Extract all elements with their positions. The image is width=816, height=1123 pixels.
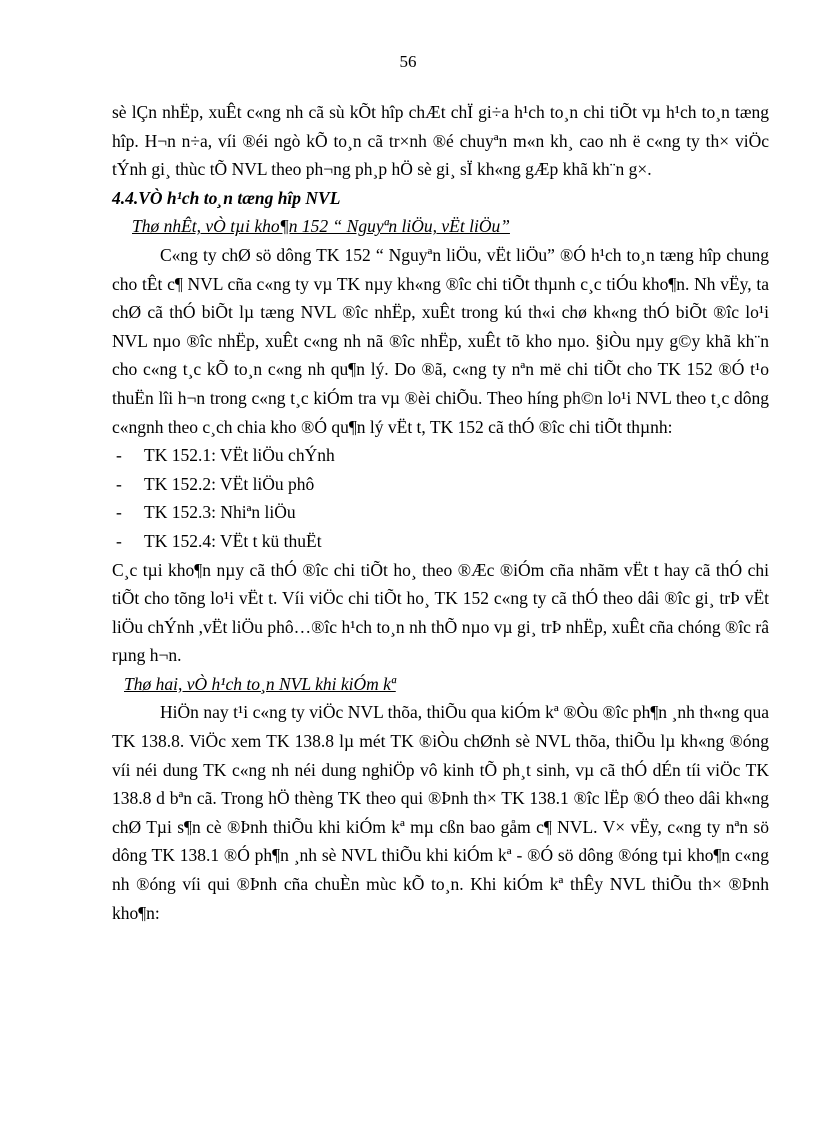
list-item-text: TK 152.3: Nhiªn liÖu <box>144 502 296 523</box>
list-item-text: TK 152.1: VËt liÖu chÝnh <box>144 445 335 466</box>
paragraph-sub-accounts: C¸c tµi kho¶n nµy cã thÓ ®îc chi tiÕt ho¸ theo ®Æc ®iÓm cña nhãm vËt t hay cã thÓ chi tiÕt cho tõng lo¹i vËt t. Víi viÖc chi tiÕt ho¸ TK 152 c«ng ty cã thÓ theo dâi ®îc gi¸ trÞ vËt liÖu chÝnh ,vËt liÖu phô…®îc h¹ch to¸n nh thÕ nµo vµ gi¸ trÞ nhËp, xuÊt cña chóng ®îc râ rµng h¬n. <box>112 559 769 666</box>
paragraph-intro: sè lÇn nhËp, xuÊt c«ng nh cã sù kÕt hîp chÆt chÏ gi÷a h¹ch to¸n chi tiÕt vµ h¹ch to¸n tæng hîp. H¬n n÷a, víi ®éi ngò kÕ to¸n cã tr×nh ®é chuyªn m«n kh¸ cao nh ë c«ng ty th× viÖc tÝnh gi¸ thùc tÕ NVL theo ph¬ng ph¸p hÖ sè gi¸ sÏ kh«ng gÆp khã kh¨n g×. <box>112 102 769 180</box>
list-item-text: TK 152.4: VËt t kü thuËt <box>144 530 322 551</box>
list-item-text: TK 152.2: VËt liÖu phô <box>144 473 315 494</box>
dash-bullet: - <box>116 473 122 494</box>
paragraph-account-152: C«ng ty chØ sö dông TK 152 “ Nguyªn liÖu, vËt liÖu” ®Ó h¹ch to¸n tæng hîp chung cho tÊt c¶ NVL cña c«ng ty vµ TK nµy kh«ng ®îc chi tiÕt thµnh c¸c tiÓu kho¶n. Nh vËy, ta chØ cã thÓ biÕt lµ tæng NVL ®îc nhËp, xuÊt trong kú th«i chø kh«ng thÓ biÕt ®îc lo¹i NVL nµo ®îc nhËp, xuÊt c«ng nh nã ®îc nhËp, xuÊt tõ kho nµo. §iÒu nµy g©y khã kh¨n cho c«ng t¸c kÕ to¸n c«ng nh qu¶n lý. Do ®ã, c«ng ty nªn më chi tiÕt cho TK 152 ®Ó t¹o thuËn lîi h¬n trong c«ng t¸c kiÓm tra vµ ®èi chiÕu. Theo híng ph©n lo¹i NVL theo t¸c dông c«ngnh theo c¸ch chia kho ®Ó qu¶n lý vËt t, TK 152 cã thÓ ®îc chi tiÕt thµnh: <box>112 244 769 437</box>
page-number: 56 <box>399 52 417 71</box>
sub-heading-account-152: Thø nhÊt, vÒ tµi kho¶n 152 “ Nguyªn liÖu, vËt liÖu” <box>132 216 510 237</box>
dash-bullet: - <box>116 530 122 551</box>
document-body <box>112 98 769 927</box>
paragraph-inventory: HiÖn nay t¹i c«ng ty viÖc NVL thõa, thiÕu qua kiÓm kª ®Òu ®îc ph¶n ¸nh th«ng qua TK 138.8. ViÖc xem TK 138.8 lµ mét TK ®iÒu chØnh sè NVL thõa, thiÕu lµ kh«ng ®óng víi néi dung TK c«ng nh néi dung nghiÖp vô kinh tÕ ph¸t sinh, vµ cã thÓ dÉn tíi viÖc TK 138.8 d bªn cã. Trong hÖ thèng TK theo qui ®Þnh th× TK 138.1 ®îc lËp ®Ó theo dâi kh«ng chØ Tµi s¶n cè ®Þnh thiÕu khi kiÓm kª mµ cßn bao gåm c¶ NVL. V× vËy, c«ng ty nªn sö dông TK 138.1 ®Ó ph¶n ¸nh sè NVL thiÕu khi kiÓm kª - ®Ó sö dông ®óng tµi kho¶n c«ng nh ®óng víi qui ®Þnh cña chuÈn mùc kÕ to¸n. Khi kiÓm kª thÊy NVL thiÕu th× ®Þnh kho¶n: <box>112 702 769 923</box>
list-item <box>112 441 769 470</box>
list-item <box>112 498 769 527</box>
sub-heading-inventory: Thø hai, vÒ h¹ch to¸n NVL khi kiÓm kª <box>124 673 396 694</box>
dash-bullet: - <box>116 445 122 466</box>
dash-bullet: - <box>116 502 122 523</box>
list-item <box>112 470 769 499</box>
account-list <box>112 441 769 555</box>
list-item <box>112 527 769 556</box>
section-heading: 4.4.VÒ h¹ch to¸n tæng hîp NVL <box>112 187 341 208</box>
